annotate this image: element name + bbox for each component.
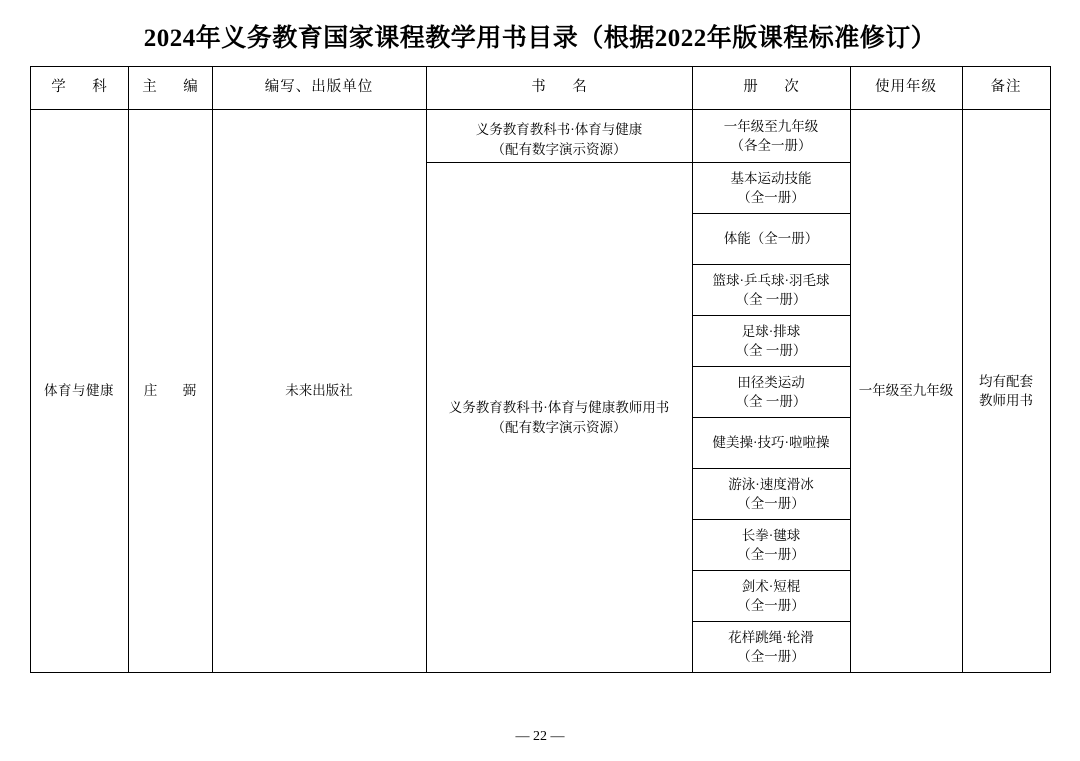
column-header-bookname: 书 名 bbox=[426, 67, 692, 110]
cell-volume: 剑术·短棍 （全一册） bbox=[692, 571, 850, 622]
cell-remark: 均有配套 教师用书 bbox=[962, 110, 1050, 673]
cell-volume: 足球·排球 （全 一册） bbox=[692, 316, 850, 367]
cell-subject: 体育与健康 bbox=[30, 110, 128, 673]
column-header-remark: 备注 bbox=[962, 67, 1050, 110]
cell-bookname-2: 义务教育教科书·体育与健康教师用书 （配有数字演示资源） bbox=[426, 163, 692, 673]
cell-volume: 体能（全一册） bbox=[692, 214, 850, 265]
cell-volume: 一年级至九年级 （各全一册） bbox=[692, 110, 850, 163]
column-header-volume: 册 次 bbox=[692, 67, 850, 110]
cell-volume: 花样跳绳·轮滑 （全一册） bbox=[692, 622, 850, 673]
cell-volume: 游泳·速度滑冰 （全一册） bbox=[692, 469, 850, 520]
cell-volume: 基本运动技能 （全一册） bbox=[692, 163, 850, 214]
table-header bbox=[30, 67, 1050, 110]
cell-grade: 一年级至九年级 bbox=[850, 110, 962, 673]
document-page bbox=[0, 18, 1080, 761]
cell-editor: 庄 弼 bbox=[128, 110, 212, 673]
column-header-press: 编写、出版单位 bbox=[212, 67, 426, 110]
page-title: 2024年义务教育国家课程教学用书目录（根据2022年版课程标准修订） bbox=[143, 25, 937, 52]
column-header-grade: 使用年级 bbox=[850, 67, 962, 110]
table-body bbox=[30, 110, 1050, 673]
table-row bbox=[30, 110, 1050, 163]
cell-volume: 篮球·乒乓球·羽毛球 （全 一册） bbox=[692, 265, 850, 316]
cell-volume: 长拳·毽球 （全一册） bbox=[692, 520, 850, 571]
table-header-row bbox=[30, 67, 1050, 110]
cell-bookname-1: 义务教育教科书·体育与健康 （配有数字演示资源） bbox=[426, 110, 692, 163]
column-header-editor: 主 编 bbox=[128, 67, 212, 110]
textbook-catalog-table bbox=[30, 66, 1051, 673]
column-header-subject: 学 科 bbox=[30, 67, 128, 110]
page-number: — 22 — bbox=[515, 729, 565, 744]
cell-press: 未来出版社 bbox=[212, 110, 426, 673]
cell-volume: 田径类运动 （全 一册） bbox=[692, 367, 850, 418]
cell-volume: 健美操·技巧·啦啦操 bbox=[692, 418, 850, 469]
